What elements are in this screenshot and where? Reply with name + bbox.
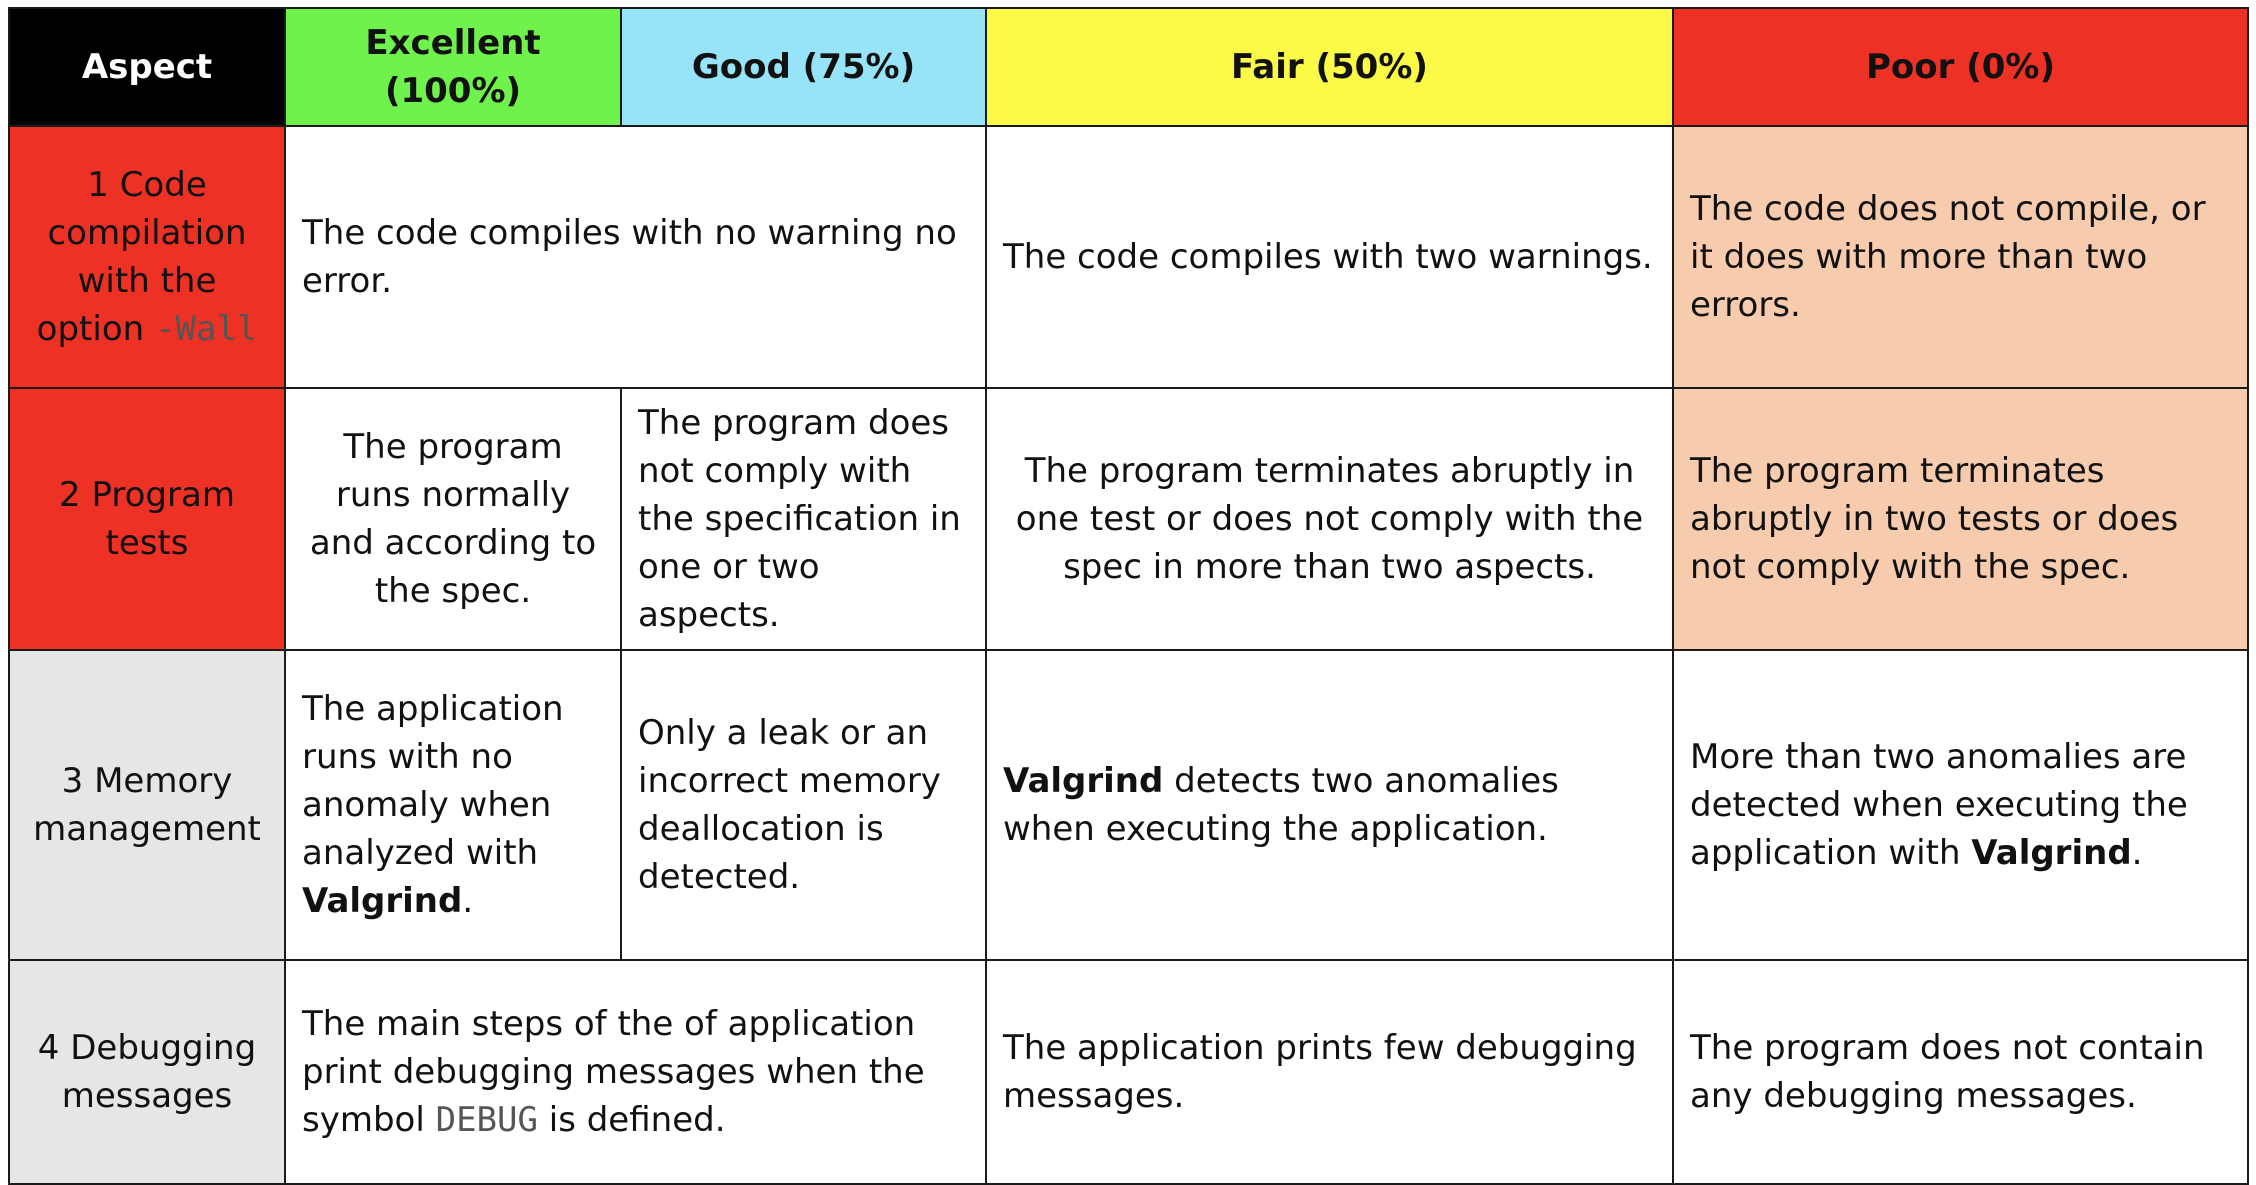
cell-text: . [2131,833,2143,873]
cell-poor: The program terminates abruptly in two tests or does not comply with the spec. [1673,388,2248,650]
cell-text: is defined. [537,1100,726,1140]
aspect-cell-code-compilation [9,126,285,388]
cell-excellent [285,650,621,960]
aspect-cell-memory-management: 3 Memory management [9,650,285,960]
table-row [9,126,2248,388]
tool-name: Valgrind [302,881,463,921]
header-good: Good (75%) [621,8,986,126]
aspect-cell-debugging-messages: 4 Debugging messages [9,960,285,1184]
tool-name: Valgrind [1003,761,1164,801]
aspect-label: 1 Code compilation with the option [36,165,247,349]
header-fair: Fair (50%) [986,8,1673,126]
cell-excellent-good: The code compiles with no warning no error. [285,126,986,388]
header-aspect: Aspect [9,8,285,126]
cell-fair: The application prints few debugging messages. [986,960,1673,1184]
cell-poor [1673,650,2248,960]
cell-text: The main steps of the of application print debugging messages when the symbol [302,1004,925,1140]
table-row [9,650,2248,960]
cell-excellent: The program runs normally and according to the spec. [285,388,621,650]
tool-name: Valgrind [1971,833,2132,873]
debug-symbol: DEBUG [435,1100,538,1140]
cell-text: detects two anomalies when executing the application. [1003,761,1559,849]
table-row [9,960,2248,1184]
cell-good: Only a leak or an incorrect memory deallocation is detected. [621,650,986,960]
cell-text: The application runs with no anomaly when analyzed with [302,689,564,873]
aspect-cell-program-tests: 2 Program tests [9,388,285,650]
cell-good: The program does not comply with the specification in one or two aspects. [621,388,986,650]
cell-excellent-good [285,960,986,1184]
cell-fair: The program terminates abruptly in one test or does not comply with the spec in more than two aspects. [986,388,1673,650]
rubric-table [8,7,2249,1185]
header-excellent: Excellent (100%) [285,8,621,126]
aspect-code: -Wall [154,309,258,349]
header-poor: Poor (0%) [1673,8,2248,126]
cell-fair: The code compiles with two warnings. [986,126,1673,388]
cell-poor: The program does not contain any debugging messages. [1673,960,2248,1184]
cell-fair [986,650,1673,960]
header-row [9,8,2248,126]
cell-text: More than two anomalies are detected when executing the application with [1690,737,2188,873]
cell-poor: The code does not compile, or it does with more than two errors. [1673,126,2248,388]
cell-text: . [462,881,474,921]
table-row [9,388,2248,650]
